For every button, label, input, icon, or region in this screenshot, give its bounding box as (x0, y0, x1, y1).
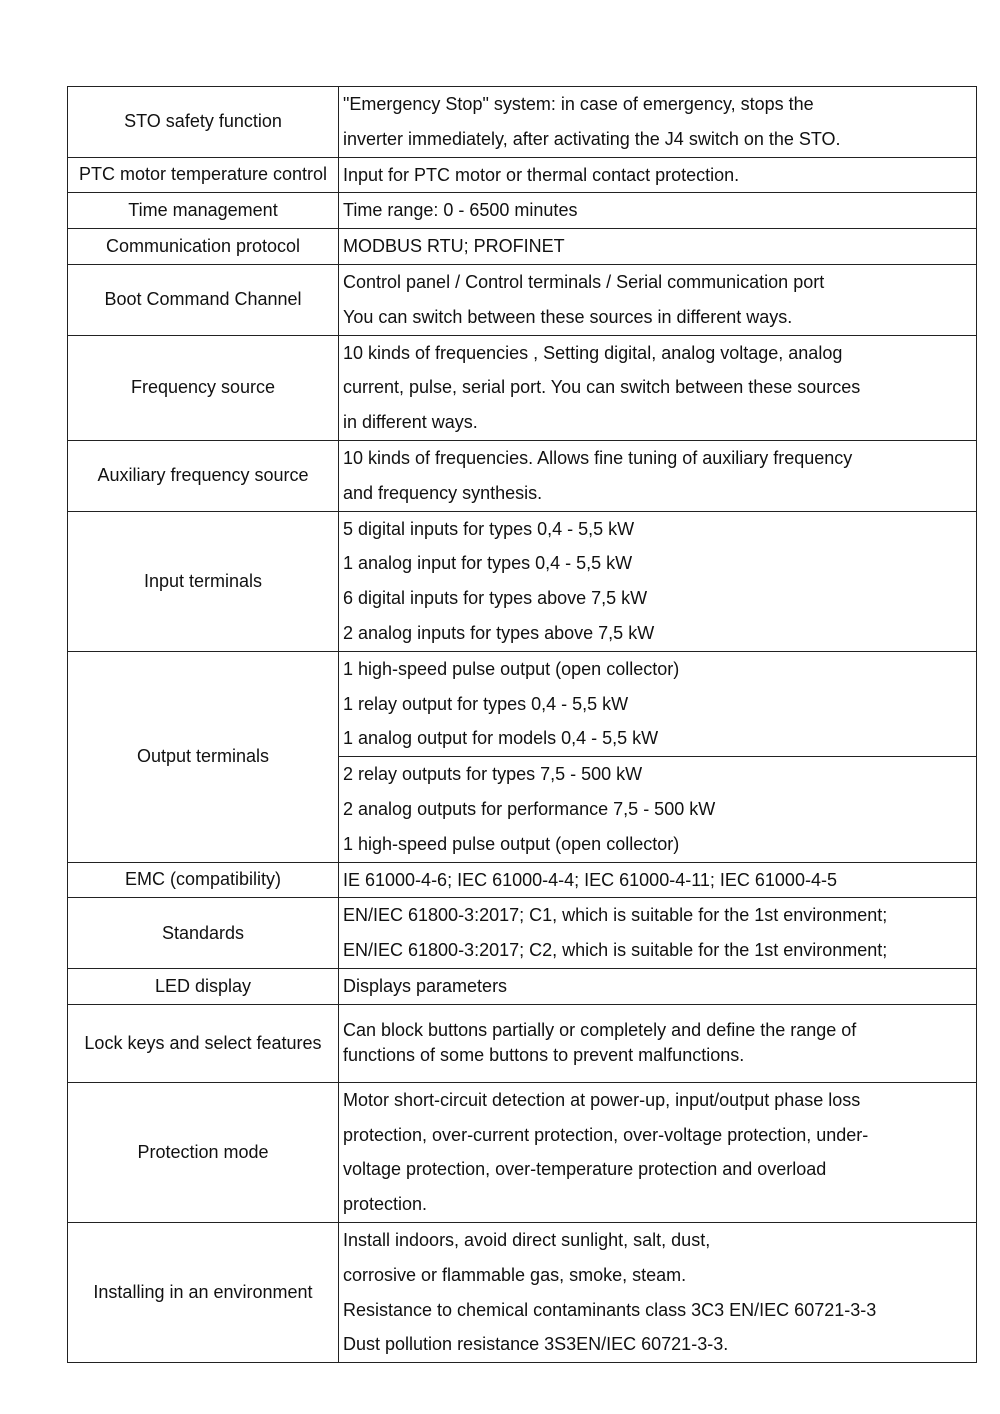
spec-value (339, 193, 977, 229)
spec-value (339, 1222, 977, 1362)
spec-value-line: 2 analog outputs for performance 7,5 - 500 kW (343, 798, 716, 819)
spec-value-line: 1 analog output for models 0,4 - 5,5 kW (343, 728, 659, 749)
table-row (68, 193, 977, 229)
spec-value-line: Control panel / Control terminals / Serial communication port (343, 271, 825, 292)
spec-value (339, 862, 977, 898)
spec-value (339, 1082, 977, 1222)
spec-label: Installing in an environment (68, 1222, 339, 1362)
table-row (68, 157, 977, 193)
table-row (68, 335, 977, 440)
table-row (68, 898, 977, 969)
spec-value (339, 898, 977, 969)
spec-value-line: 1 high-speed pulse output (open collector) (343, 658, 680, 679)
spec-value-line: Motor short-circuit detection at power-up, input/output phase loss (343, 1089, 861, 1110)
spec-value (339, 229, 977, 265)
spec-value-line: Time range: 0 - 6500 minutes (343, 200, 578, 221)
spec-label: Protection mode (68, 1082, 339, 1222)
table-row (68, 862, 977, 898)
spec-label: PTC motor temperature control (68, 157, 339, 193)
spec-value (339, 264, 977, 335)
specification-table (67, 86, 977, 1363)
spec-value (339, 440, 977, 511)
spec-value-line: inverter immediately, after activating the J4 switch on the STO. (343, 128, 841, 149)
table-row (68, 440, 977, 511)
table-row (68, 264, 977, 335)
specification-table-body (68, 87, 977, 1363)
spec-value-line: MODBUS RTU; PROFINET (343, 236, 565, 257)
spec-label: Input terminals (68, 511, 339, 651)
spec-label: Boot Command Channel (68, 264, 339, 335)
spec-value (339, 511, 977, 651)
spec-value-line: protection, over-current protection, over-voltage protection, under- (343, 1124, 869, 1145)
spec-value-line: 2 relay outputs for types 7,5 - 500 kW (343, 764, 643, 785)
table-row (68, 968, 977, 1004)
spec-value-line: Dust pollution resistance 3S3EN/IEC 60721-3-3. (343, 1334, 729, 1355)
spec-value-line: Can block buttons partially or completely and define the range of (343, 1020, 857, 1041)
spec-value (339, 335, 977, 440)
spec-label: Time management (68, 193, 339, 229)
spec-value-line: current, pulse, serial port. You can switch between these sources (343, 377, 861, 398)
spec-value-line: corrosive or flammable gas, smoke, steam. (343, 1264, 687, 1285)
spec-value-line: Resistance to chemical contaminants class 3C3 EN/IEC 60721-3-3 (343, 1299, 877, 1320)
spec-value-line: 5 digital inputs for types 0,4 - 5,5 kW (343, 518, 635, 539)
spec-value-line: Displays parameters (343, 975, 508, 996)
spec-value (339, 968, 977, 1004)
spec-value-line: and frequency synthesis. (343, 482, 543, 503)
table-row (68, 1004, 977, 1082)
spec-label: Lock keys and select features (68, 1004, 339, 1082)
spec-value-line: voltage protection, over-temperature protection and overload (343, 1159, 827, 1180)
spec-value-line: EN/IEC 61800-3:2017; C2, which is suitable for the 1st environment; (343, 940, 888, 961)
spec-value (339, 1004, 977, 1082)
table-row (68, 651, 977, 756)
spec-value-line: 10 kinds of frequencies. Allows fine tuning of auxiliary frequency (343, 447, 853, 468)
spec-value-line: "Emergency Stop" system: in case of emergency, stops the (343, 94, 814, 114)
spec-value-line: 2 analog inputs for types above 7,5 kW (343, 622, 655, 643)
spec-value-line: 1 high-speed pulse output (open collector) (343, 833, 680, 854)
spec-value-line: Install indoors, avoid direct sunlight, salt, dust, (343, 1229, 711, 1250)
spec-label: LED display (68, 968, 339, 1004)
table-row (68, 1222, 977, 1362)
spec-label: Output terminals (68, 651, 339, 862)
table-row (68, 1082, 977, 1222)
spec-value-line: 6 digital inputs for types above 7,5 kW (343, 588, 648, 609)
spec-value-line: 1 relay output for types 0,4 - 5,5 kW (343, 693, 629, 714)
spec-value-line: 1 analog input for types 0,4 - 5,5 kW (343, 553, 633, 574)
spec-value (339, 157, 977, 193)
spec-label: Frequency source (68, 335, 339, 440)
spec-value-line: 10 kinds of frequencies , Setting digital, analog voltage, analog (343, 342, 843, 363)
spec-value (339, 757, 977, 862)
spec-value-line: EN/IEC 61800-3:2017; C1, which is suitable for the 1st environment; (343, 905, 888, 926)
spec-value-line: You can switch between these sources in different ways. (343, 306, 793, 327)
spec-label: Standards (68, 898, 339, 969)
spec-value-line: functions of some buttons to prevent malfunctions. (343, 1045, 745, 1066)
spec-label: STO safety function (68, 87, 339, 158)
spec-label: Auxiliary frequency source (68, 440, 339, 511)
spec-value (339, 651, 977, 756)
spec-value-line: IE 61000-4-6; IEC 61000-4-4; IEC 61000-4-11; IEC 61000-4-5 (343, 869, 837, 890)
spec-value-line: protection. (343, 1194, 428, 1215)
spec-label: EMC (compatibility) (68, 862, 339, 898)
spec-value-line: in different ways. (343, 412, 478, 433)
table-row (68, 87, 977, 158)
spec-value-line: Input for PTC motor or thermal contact protection. (343, 164, 740, 185)
spec-value (339, 87, 977, 158)
table-row (68, 229, 977, 265)
spec-label: Communication protocol (68, 229, 339, 265)
table-row (68, 511, 977, 651)
